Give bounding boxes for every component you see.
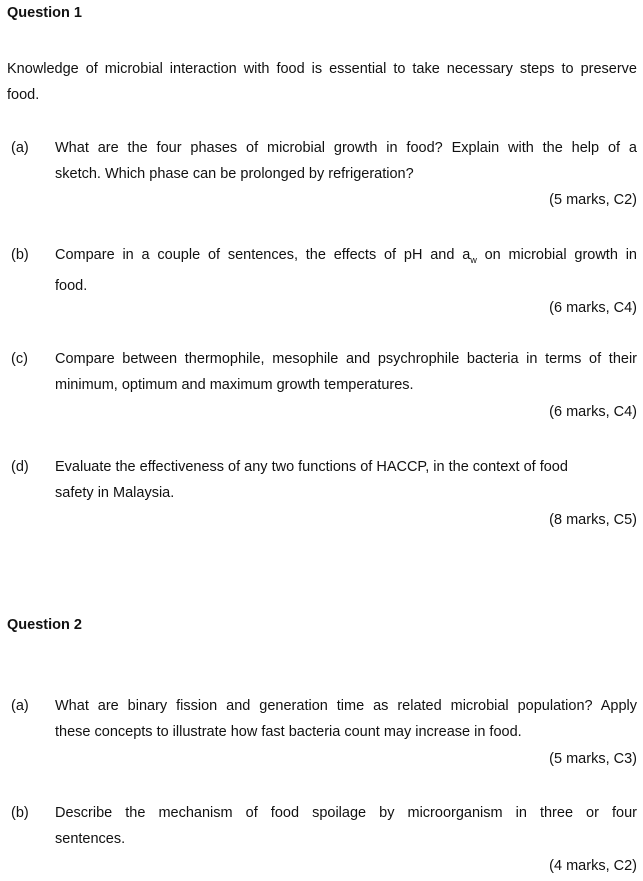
question-1b-line-1-pre: Compare in a couple of sentences, the effects of pH and a — [55, 247, 471, 263]
question-2a-label: (a) — [11, 698, 29, 714]
question-2a-line-2: these concepts to illustrate how fast bacteria count may increase in food. — [55, 724, 522, 740]
question-1d-text — [55, 458, 615, 502]
question-1c-line-2: minimum, optimum and maximum growth temperatures. — [55, 377, 414, 393]
question-2a-marks: (5 marks, C3) — [549, 751, 637, 767]
question-1c-label: (c) — [11, 351, 28, 367]
question-1c-line-1: Compare between thermophile, mesophile and psychrophile bacteria in terms of their — [55, 351, 637, 367]
question-1b-text — [55, 246, 637, 295]
question-1b-line-1-post: on microbial growth in — [476, 247, 637, 263]
question-2a-text — [55, 697, 637, 741]
question-1b-line-2: food. — [55, 277, 88, 294]
question-1c-text — [55, 350, 637, 394]
question-2-heading: Question 2 — [7, 617, 82, 633]
question-1d-label: (d) — [11, 459, 29, 475]
question-1d-line-1: Evaluate the effectiveness of any two functions of HACCP, in the context of food — [55, 459, 568, 475]
question-1-heading: Question 1 — [7, 5, 82, 21]
question-1b-label: (b) — [11, 247, 29, 263]
question-1d-marks: (8 marks, C5) — [549, 512, 637, 528]
question-2b-label: (b) — [11, 805, 29, 821]
question-2b-text — [55, 804, 637, 848]
question-1b-line-1 — [55, 246, 637, 269]
question-1-intro-line-2: food. — [7, 87, 40, 103]
water-activity-subscript: w — [470, 254, 477, 265]
question-1a-marks: (5 marks, C2) — [549, 192, 637, 208]
question-1d-line-2: safety in Malaysia. — [55, 485, 175, 501]
question-1-intro-line-1: Knowledge of microbial interaction with food is essential to take necessary steps to preserve — [7, 61, 637, 77]
question-2a-line-1: What are binary fission and generation time as related microbial population? Apply — [55, 698, 637, 714]
question-2b-line-2: sentences. — [55, 831, 126, 847]
question-1a-line-2: sketch. Which phase can be prolonged by refrigeration? — [55, 166, 414, 182]
question-2b-line-1: Describe the mechanism of food spoilage by microorganism in three or four — [55, 805, 637, 821]
question-1a-line-1: What are the four phases of microbial growth in food? Explain with the help of a — [55, 140, 637, 156]
question-1-intro — [7, 60, 637, 104]
question-1b-marks: (6 marks, C4) — [549, 300, 637, 316]
question-2b-marks: (4 marks, C2) — [549, 858, 637, 874]
question-1a-text — [55, 139, 637, 183]
question-1a-label: (a) — [11, 140, 29, 156]
question-1c-marks: (6 marks, C4) — [549, 404, 637, 420]
